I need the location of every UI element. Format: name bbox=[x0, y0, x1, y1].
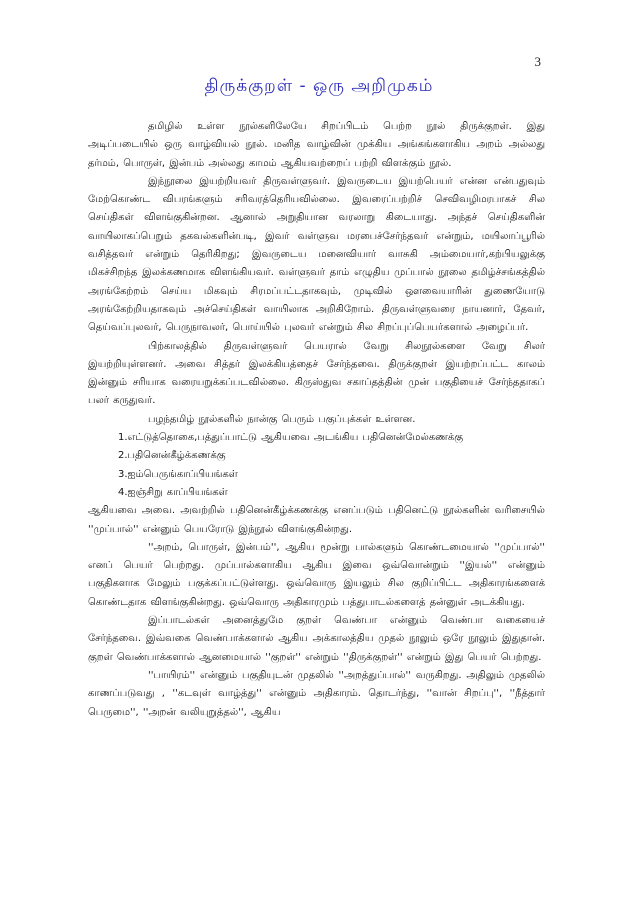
list-item: 4.ஐஞ்சிறு காப்பியங்கள் bbox=[118, 486, 228, 498]
document-title: திருக்குறள் - ஒரு அறிமுகம் bbox=[204, 76, 434, 96]
document-body bbox=[88, 118, 545, 722]
divisions-list bbox=[88, 429, 545, 502]
paragraph-intro: தமிழில் உள்ள நூல்களிலேயே சிறப்பிடம் பெற்ற நூல் திருக்குறள். இது அடிப்படையில் ஒரு வாழ்வியல் நூல். மனித வாழ்வின் முக்கிய அங்கங்களாகிய அறம் அல்லது தர்மம், பொருள், இன்பம் அல்லது காமம் ஆகியவற்றைப் பற்றி விளக்கும் நூல். bbox=[88, 121, 545, 169]
paragraph-muppal: ஆகியவை அவை. அவற்றில் பதினென்கீழ்க்கணக்கு எனப்படும் பதினெட்டு நூல்களின் வரிசையில் ''முப்பால்'' என்னும் பெயரோடு இந்நூல் விளங்குகின்றது. bbox=[88, 505, 545, 535]
paragraph-venba: இப்பாடல்கள் அனைத்துமே குறள் வெண்பா என்னும் வெண்பா வகையைச் சேர்ந்தவை. இவ்வகை வெண்பாக்களால் ஆகிய அக்காலத்திய முதல் நூலும் ஒரே நூலும் இதுதான். குறள் வெண்பாக்களால் ஆனமையால் ''குறள்'' என்றும் ''திருக்குறள்'' என்றும் இது பெயர் பெற்றது. bbox=[88, 615, 545, 663]
list-item: 2.பதினென்கீழ்க்கணக்கு bbox=[118, 450, 226, 462]
list-item: 3.ஐம்பெருங்காப்பியங்கள் bbox=[118, 468, 238, 480]
paragraph-structure: ''அறம், பொருள், இன்பம்'', ஆகிய மூன்று பால்களும் கொண்டமையால் ''முப்பால்'' எனப் பெயர் பெற்றது. முப்பால்களாகிய ஆகிய இவை ஒவ்வொன்றும் ''இயல்'' என்னும் பகுதிகளாக மேலும் பகுக்கப்பட்டுள்ளது. ஒவ்வொரு இயலும் சில குறிப்பிட்ட அதிகாரங்களைக் கொண்டதாக விளங்குகின்றது. ஒவ்வொரு அதிகாரமும் பத்துபாடல்களைத் தன்னுள் அடக்கியது. bbox=[88, 541, 545, 608]
paragraph-later-works: பிற்காலத்தில் திருவள்ளுவர் பெயரால் வேறு சிலநூல்களை வேறு சிலர் இயற்றியுள்ளனர். அவை சித்தர் இலக்கியத்தைச் சேர்ந்தவை. திருக்குறள் இயற்றப்பட்ட காலம் இன்னும் சரியாக வரையறுக்கப்படவில்லை. கிருஸ்துவ சகாப்தத்தின் முன் பகுதியைச் சேர்ந்ததாகப் பலர் கருதுவர். bbox=[88, 340, 545, 407]
list-item: 1.எட்டுத்தொகை,பத்துப்பாட்டு ஆகியவை அடங்கிய பதினென்மேல்கணக்கு bbox=[118, 432, 464, 444]
paragraph-payiram: ''பாயிரம்'' என்னும் பகுதியுடன் முதலில் ''அறத்துப்பால்'' வருகிறது. அதிலும் முதலில் காணப்படுவது , ''கடவுள் வாழ்த்து'' என்னும் அதிகாரம். தொடர்ந்து, ''வான் சிறப்பு'', ''நீத்தார் பெருமை'', ''அறன் வலியுறுத்தல்'', ஆகிய bbox=[88, 669, 545, 718]
paragraph-divisions: பழந்தமிழ் நூல்களில் நான்கு பெரும் பகுப்புக்கள் உள்ளன. bbox=[148, 413, 416, 425]
paragraph-author: இந்நூலை இயற்றியவர் திருவள்ளுவர். இவருடைய இயற்பெயர் என்ன என்பதுவும் மேற்கொண்ட விபரங்களும் சரிவரத்தெரியவில்லை. இவரைப்பற்றிச் செவிவழிமரபாகச் சில செய்திகள் விளங்குகின்றன. ஆனால் அறுதியான வரலாறு கிடையாது. அந்தச் செய்திகளின் வாயிலாகப்பெறும் தகவல்களின்படி, இவர் வள்ளுவ மரபைச்சேர்ந்தவர் என்றும், மயிலாப்பூரில் வசித்தவர் என்றும் தெரிகிறது; இவருடைய மனைவியார் வாசுகி அம்மையார்,கற்பியலுக்கு மிகச்சிறந்த இலக்கணமாக விளங்கியவர். வள்ளுவர் தாம் எழுதிய முப்பால் நூலை தமிழ்ச்சங்கத்தில் அரங்கேற்றம் செய்ய மிகவும் சிரமப்பட்டதாகவும், முடிவில் ஔவையாரின் துணையோடு அரங்கேற்றியதாகவும் அச்செய்திகள் வாயிலாக அறிகிறோம். திருவள்ளுவரை நாயனார், தேவர், தெய்வப்புலவர், பெருநாவலர், பொய்யில் புலவர் என்றும் சில சிறப்புப்பெயர்களால் அழைப்பர். bbox=[88, 175, 545, 334]
page-number: 3 bbox=[534, 54, 541, 69]
